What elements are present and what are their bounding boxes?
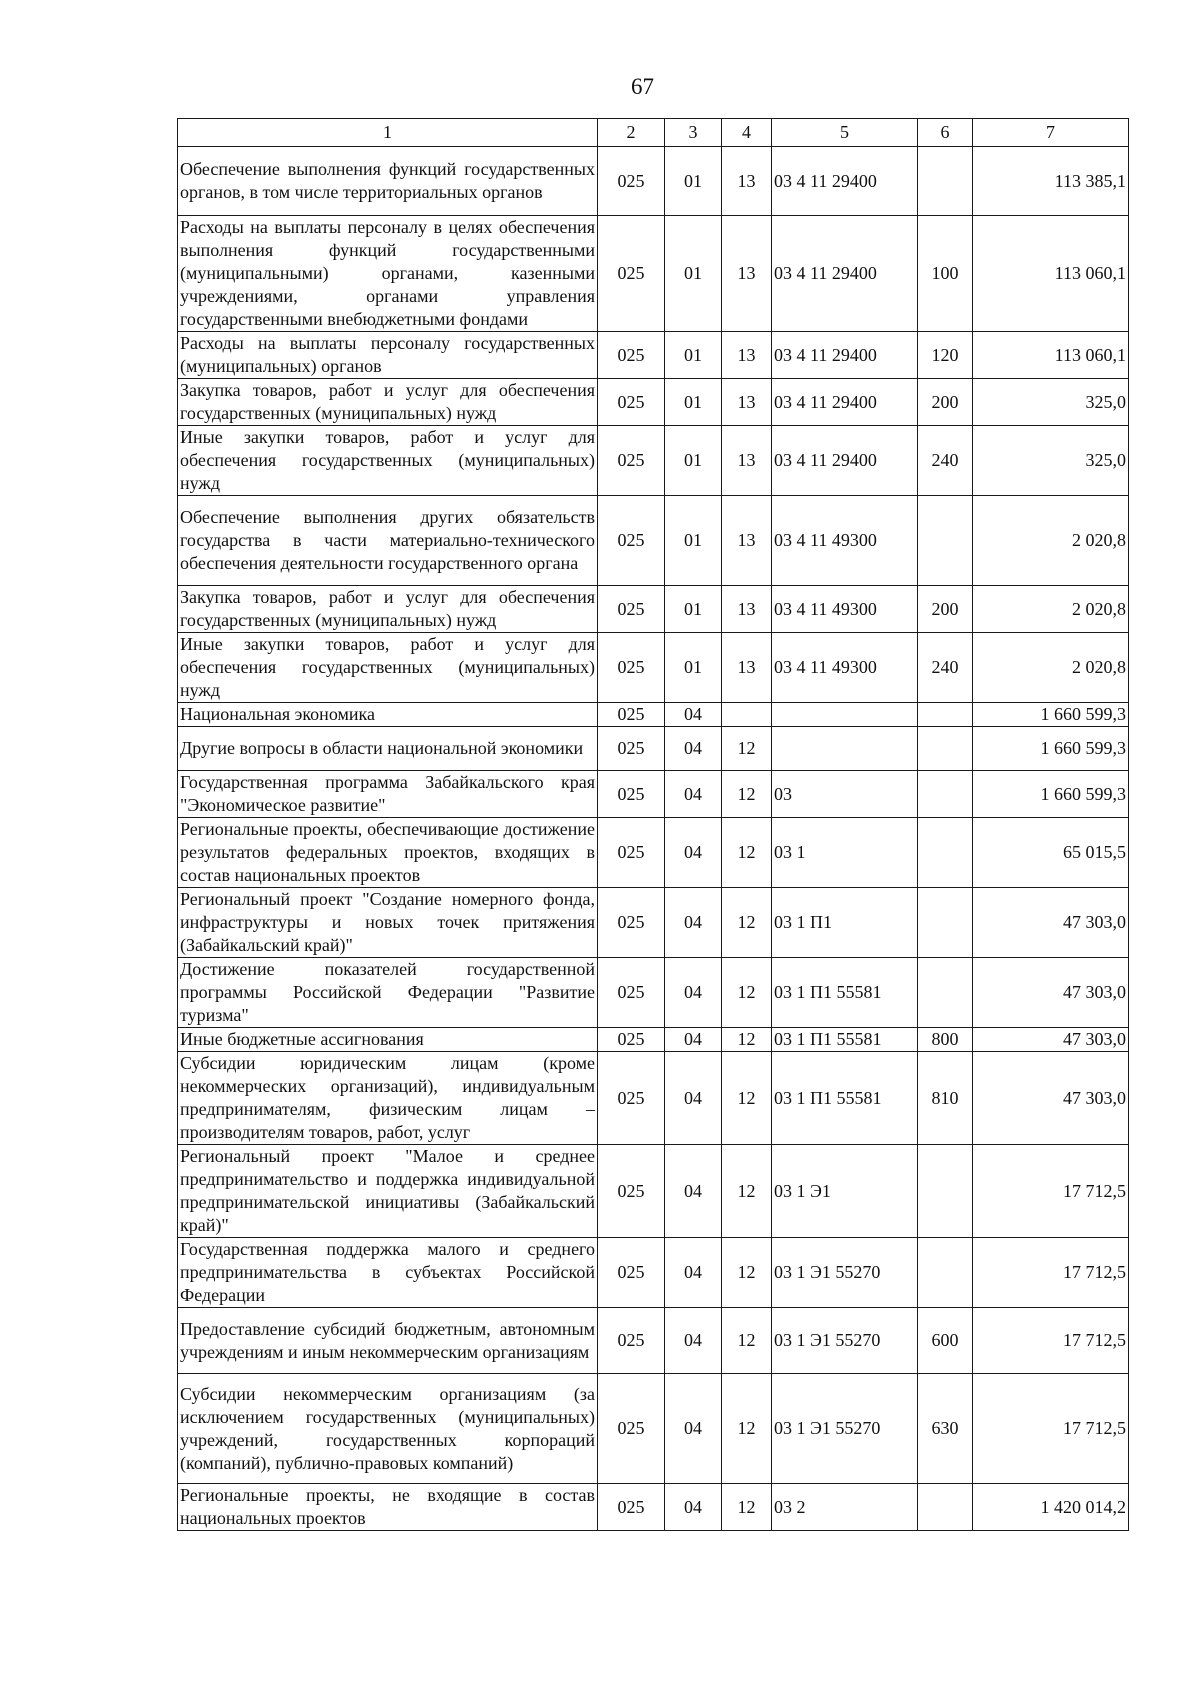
- cell-section: 04: [665, 771, 722, 818]
- cell-target-article: 03 4 11 29400: [772, 216, 918, 332]
- cell-subsection: 13: [722, 332, 772, 379]
- cell-name: Иные закупки товаров, работ и услуг для обеспечения государственных (муниципальных) нужд: [178, 426, 598, 496]
- cell-target-article: 03 1 П1 55581: [772, 958, 918, 1028]
- cell-target-article: 03 2: [772, 1484, 918, 1531]
- cell-subsection: 12: [722, 1052, 772, 1145]
- cell-expense-type: [918, 818, 973, 888]
- table-body: [178, 147, 1129, 1531]
- cell-subsection: 13: [722, 496, 772, 586]
- table-row: [178, 1145, 1129, 1238]
- cell-amount: 17 712,5: [973, 1308, 1129, 1374]
- cell-admin-code: 025: [598, 818, 665, 888]
- cell-section: 04: [665, 1052, 722, 1145]
- cell-expense-type: [918, 703, 973, 727]
- cell-target-article: 03: [772, 771, 918, 818]
- cell-target-article: 03 4 11 49300: [772, 633, 918, 703]
- cell-subsection: 13: [722, 216, 772, 332]
- table-row: [178, 1308, 1129, 1374]
- cell-amount: 113 385,1: [973, 147, 1129, 216]
- cell-section: 01: [665, 379, 722, 426]
- cell-amount: 17 712,5: [973, 1238, 1129, 1308]
- cell-expense-type: 200: [918, 586, 973, 633]
- table-row: [178, 771, 1129, 818]
- cell-subsection: 12: [722, 1374, 772, 1484]
- table-row: [178, 1052, 1129, 1145]
- cell-section: 04: [665, 818, 722, 888]
- cell-admin-code: 025: [598, 1484, 665, 1531]
- cell-expense-type: [918, 771, 973, 818]
- cell-amount: 325,0: [973, 379, 1129, 426]
- cell-subsection: 12: [722, 1238, 772, 1308]
- cell-target-article: 03 1 Э1: [772, 1145, 918, 1238]
- cell-section: 04: [665, 1145, 722, 1238]
- cell-name: Региональный проект "Создание номерного фонда, инфраструктуры и новых точек притяжения (Забайкальский край)": [178, 888, 598, 958]
- cell-target-article: 03 1 П1 55581: [772, 1052, 918, 1145]
- cell-section: 04: [665, 888, 722, 958]
- cell-expense-type: [918, 1238, 973, 1308]
- cell-amount: 1 420 014,2: [973, 1484, 1129, 1531]
- cell-expense-type: 120: [918, 332, 973, 379]
- cell-subsection: 13: [722, 633, 772, 703]
- cell-expense-type: [918, 888, 973, 958]
- cell-amount: 2 020,8: [973, 586, 1129, 633]
- cell-target-article: 03 4 11 29400: [772, 426, 918, 496]
- cell-name: Предоставление субсидий бюджетным, автономным учреждениям и иным некоммерческим организациям: [178, 1308, 598, 1374]
- cell-name: Региональные проекты, обеспечивающие достижение результатов федеральных проектов, входящих в состав национальных проектов: [178, 818, 598, 888]
- cell-amount: 65 015,5: [973, 818, 1129, 888]
- header-col-4: 4: [722, 119, 772, 147]
- cell-target-article: 03 4 11 29400: [772, 147, 918, 216]
- cell-section: 04: [665, 703, 722, 727]
- table-row: [178, 1028, 1129, 1052]
- cell-amount: 2 020,8: [973, 496, 1129, 586]
- cell-section: 01: [665, 633, 722, 703]
- cell-target-article: 03 1 Э1 55270: [772, 1374, 918, 1484]
- cell-name: Иные бюджетные ассигнования: [178, 1028, 598, 1052]
- header-col-3: 3: [665, 119, 722, 147]
- cell-name: Закупка товаров, работ и услуг для обеспечения государственных (муниципальных) нужд: [178, 586, 598, 633]
- header-col-5: 5: [772, 119, 918, 147]
- cell-section: 04: [665, 1374, 722, 1484]
- cell-admin-code: 025: [598, 147, 665, 216]
- cell-expense-type: [918, 727, 973, 771]
- cell-admin-code: 025: [598, 379, 665, 426]
- cell-name: Закупка товаров, работ и услуг для обеспечения государственных (муниципальных) нужд: [178, 379, 598, 426]
- cell-name: Региональные проекты, не входящие в состав национальных проектов: [178, 1484, 598, 1531]
- cell-expense-type: 810: [918, 1052, 973, 1145]
- table-row: [178, 586, 1129, 633]
- cell-expense-type: 240: [918, 633, 973, 703]
- cell-admin-code: 025: [598, 426, 665, 496]
- cell-section: 04: [665, 958, 722, 1028]
- cell-target-article: 03 1 Э1 55270: [772, 1308, 918, 1374]
- cell-name: Субсидии юридическим лицам (кроме некоммерческих организаций), индивидуальным предпринимателям, физическим лицам – производителям товаров, работ, услуг: [178, 1052, 598, 1145]
- cell-subsection: 12: [722, 771, 772, 818]
- cell-section: 04: [665, 1028, 722, 1052]
- cell-name: Расходы на выплаты персоналу государственных (муниципальных) органов: [178, 332, 598, 379]
- cell-subsection: 12: [722, 818, 772, 888]
- cell-admin-code: 025: [598, 332, 665, 379]
- table-row: [178, 147, 1129, 216]
- table-row: [178, 1238, 1129, 1308]
- cell-name: Иные закупки товаров, работ и услуг для обеспечения государственных (муниципальных) нужд: [178, 633, 598, 703]
- cell-amount: 17 712,5: [973, 1145, 1129, 1238]
- cell-name: Расходы на выплаты персоналу в целях обеспечения выполнения функций государственными (муниципальными) органами, казенными учреждениями, органами управления государственными внебюджетными фондами: [178, 216, 598, 332]
- header-col-1: 1: [178, 119, 598, 147]
- cell-expense-type: [918, 147, 973, 216]
- cell-amount: 47 303,0: [973, 1052, 1129, 1145]
- table-row: [178, 496, 1129, 586]
- cell-section: 04: [665, 1308, 722, 1374]
- cell-admin-code: 025: [598, 703, 665, 727]
- cell-admin-code: 025: [598, 958, 665, 1028]
- cell-admin-code: 025: [598, 1145, 665, 1238]
- cell-subsection: [722, 703, 772, 727]
- cell-name: Национальная экономика: [178, 703, 598, 727]
- cell-expense-type: [918, 958, 973, 1028]
- table-row: [178, 958, 1129, 1028]
- cell-amount: 47 303,0: [973, 1028, 1129, 1052]
- cell-admin-code: 025: [598, 216, 665, 332]
- cell-target-article: 03 4 11 29400: [772, 379, 918, 426]
- cell-subsection: 12: [722, 1308, 772, 1374]
- cell-section: 01: [665, 426, 722, 496]
- cell-name: Обеспечение выполнения функций государственных органов, в том числе территориальных органов: [178, 147, 598, 216]
- table-row: [178, 216, 1129, 332]
- cell-name: Государственная программа Забайкальского края "Экономическое развитие": [178, 771, 598, 818]
- cell-subsection: 13: [722, 586, 772, 633]
- cell-target-article: 03 1: [772, 818, 918, 888]
- cell-expense-type: 630: [918, 1374, 973, 1484]
- table-row: [178, 633, 1129, 703]
- cell-subsection: 12: [722, 1484, 772, 1531]
- cell-admin-code: 025: [598, 633, 665, 703]
- cell-amount: 113 060,1: [973, 216, 1129, 332]
- cell-target-article: 03 1 П1: [772, 888, 918, 958]
- cell-expense-type: 600: [918, 1308, 973, 1374]
- table-row: [178, 703, 1129, 727]
- cell-target-article: 03 4 11 49300: [772, 586, 918, 633]
- cell-expense-type: [918, 496, 973, 586]
- cell-subsection: 12: [722, 1145, 772, 1238]
- cell-target-article: [772, 727, 918, 771]
- cell-section: 01: [665, 332, 722, 379]
- budget-table: [177, 118, 1129, 1531]
- table-row: [178, 727, 1129, 771]
- table-row: [178, 1374, 1129, 1484]
- cell-target-article: 03 4 11 49300: [772, 496, 918, 586]
- cell-subsection: 13: [722, 379, 772, 426]
- cell-name: Достижение показателей государственной программы Российской Федерации "Развитие туризма": [178, 958, 598, 1028]
- cell-amount: 1 660 599,3: [973, 771, 1129, 818]
- cell-target-article: 03 4 11 29400: [772, 332, 918, 379]
- header-row: [178, 119, 1129, 147]
- cell-section: 01: [665, 147, 722, 216]
- cell-amount: 47 303,0: [973, 958, 1129, 1028]
- cell-section: 04: [665, 727, 722, 771]
- cell-admin-code: 025: [598, 1052, 665, 1145]
- cell-name: Государственная поддержка малого и среднего предпринимательства в субъектах Российской Федерации: [178, 1238, 598, 1308]
- cell-expense-type: [918, 1484, 973, 1531]
- cell-amount: 2 020,8: [973, 633, 1129, 703]
- cell-admin-code: 025: [598, 1374, 665, 1484]
- table-row: [178, 888, 1129, 958]
- cell-amount: 1 660 599,3: [973, 703, 1129, 727]
- cell-target-article: [772, 703, 918, 727]
- cell-amount: 47 303,0: [973, 888, 1129, 958]
- cell-admin-code: 025: [598, 1028, 665, 1052]
- table-row: [178, 379, 1129, 426]
- cell-admin-code: 025: [598, 888, 665, 958]
- cell-section: 01: [665, 496, 722, 586]
- cell-subsection: 12: [722, 888, 772, 958]
- cell-name: Другие вопросы в области национальной экономики: [178, 727, 598, 771]
- table-header: [178, 119, 1129, 147]
- cell-admin-code: 025: [598, 771, 665, 818]
- cell-name: Субсидии некоммерческим организациям (за исключением государственных (муниципальных) учреждений, государственных корпораций (компаний), публично-правовых компаний): [178, 1374, 598, 1484]
- cell-name: Региональный проект "Малое и среднее предпринимательство и поддержка индивидуальной предпринимательской инициативы (Забайкальский край)": [178, 1145, 598, 1238]
- cell-section: 04: [665, 1238, 722, 1308]
- cell-expense-type: [918, 1145, 973, 1238]
- cell-target-article: 03 1 Э1 55270: [772, 1238, 918, 1308]
- cell-admin-code: 025: [598, 727, 665, 771]
- cell-admin-code: 025: [598, 586, 665, 633]
- cell-subsection: 13: [722, 147, 772, 216]
- cell-name: Обеспечение выполнения других обязательств государства в части материально-технического обеспечения деятельности государственного органа: [178, 496, 598, 586]
- cell-target-article: 03 1 П1 55581: [772, 1028, 918, 1052]
- table-row: [178, 1484, 1129, 1531]
- header-col-6: 6: [918, 119, 973, 147]
- cell-amount: 113 060,1: [973, 332, 1129, 379]
- page-number: 67: [631, 74, 654, 99]
- cell-section: 01: [665, 216, 722, 332]
- cell-amount: 1 660 599,3: [973, 727, 1129, 771]
- table-row: [178, 818, 1129, 888]
- cell-expense-type: 240: [918, 426, 973, 496]
- cell-expense-type: 800: [918, 1028, 973, 1052]
- cell-subsection: 12: [722, 958, 772, 1028]
- cell-amount: 325,0: [973, 426, 1129, 496]
- cell-subsection: 12: [722, 1028, 772, 1052]
- cell-amount: 17 712,5: [973, 1374, 1129, 1484]
- cell-admin-code: 025: [598, 1308, 665, 1374]
- cell-subsection: 13: [722, 426, 772, 496]
- cell-section: 04: [665, 1484, 722, 1531]
- header-col-2: 2: [598, 119, 665, 147]
- cell-expense-type: 100: [918, 216, 973, 332]
- cell-admin-code: 025: [598, 496, 665, 586]
- cell-subsection: 12: [722, 727, 772, 771]
- cell-section: 01: [665, 586, 722, 633]
- cell-admin-code: 025: [598, 1238, 665, 1308]
- header-col-7: 7: [973, 119, 1129, 147]
- table-row: [178, 426, 1129, 496]
- table-row: [178, 332, 1129, 379]
- cell-expense-type: 200: [918, 379, 973, 426]
